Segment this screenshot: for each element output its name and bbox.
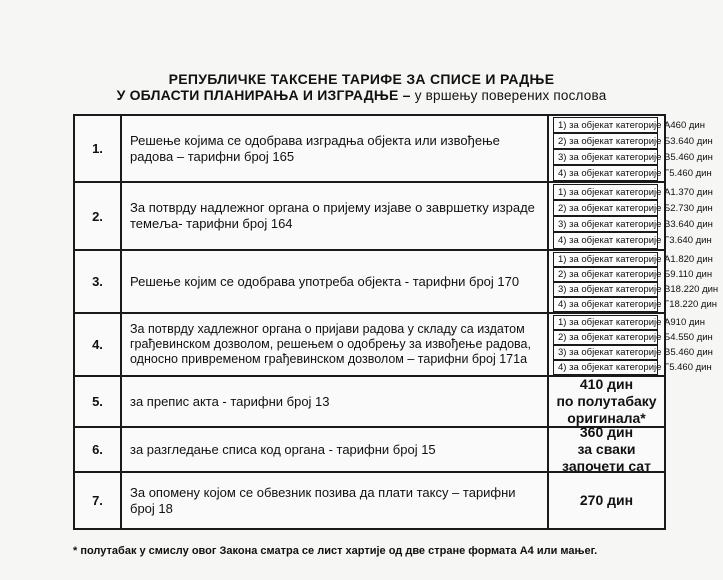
fee-note: оригинала* <box>567 410 646 426</box>
fee-item <box>553 184 713 200</box>
row-number: 1. <box>75 116 122 181</box>
fee-item <box>553 200 713 216</box>
row-number: 6. <box>75 428 122 471</box>
fee-item <box>553 216 713 232</box>
fee-item <box>553 149 713 165</box>
fee-amount: 360 дин <box>579 424 634 440</box>
row-number: 5. <box>75 377 122 426</box>
fee-amount: 18.220 дин <box>669 299 717 310</box>
title-line-2-sub: у вршењу поверених послова <box>414 88 607 103</box>
fee-amount: 270 дин <box>579 492 634 508</box>
fee-note: за сваки започети сат <box>562 441 651 474</box>
fee-amount: 5.460 дин <box>669 167 712 179</box>
row-description <box>122 314 549 375</box>
table-row <box>75 314 713 377</box>
fee-amount: 9.110 дин <box>670 269 713 280</box>
row-description-text: за разгледање списа код органа - тарифни број 15 <box>130 441 436 457</box>
table-row <box>75 251 719 314</box>
fee-summary <box>549 424 664 474</box>
fee-list <box>549 251 719 312</box>
fee-amount: 4.550 дин <box>670 332 713 343</box>
table-row <box>75 424 664 474</box>
fee-label: 2) за објекат категорије Б <box>558 202 671 214</box>
fee-cell <box>549 473 664 528</box>
fee-amount: 1.820 дин <box>670 254 713 265</box>
fee-item <box>553 267 713 282</box>
fee-amount: 3.640 дин <box>669 235 712 246</box>
fee-item <box>553 297 717 312</box>
fee-label: 1) за објекат категорије А <box>558 317 671 328</box>
fee-list <box>549 183 713 249</box>
fee-summary <box>549 377 664 426</box>
row-number: 7. <box>75 473 122 528</box>
fee-summary <box>549 473 664 528</box>
fee-label: 3) за објекат категорије В <box>558 218 671 230</box>
fee-amount: 3.640 дин <box>670 135 713 147</box>
fee-label: 2) за објекат категорије Б <box>558 332 671 343</box>
fee-amount: 3.640 дин <box>670 218 713 230</box>
row-number: 2. <box>75 183 122 249</box>
fee-amount: 18.220 дин <box>670 284 719 295</box>
table-row <box>75 116 713 183</box>
fee-amount: 5.460 дин <box>670 347 713 358</box>
row-description <box>122 116 549 181</box>
fee-item <box>553 117 705 133</box>
table-row <box>75 473 664 528</box>
row-description-text: За потврду хадлежног органа о пријави радова у складу са издатом грађевинском дозволом, решењем о одобрењу за извођење радова, односно привременом грађевинском дозволом – тарифни број 171а <box>130 322 531 366</box>
row-description <box>122 377 549 426</box>
fee-label: 3) за објекат категорије В <box>558 151 671 163</box>
fee-label: 1) за објекат категорије А <box>558 186 671 198</box>
row-description-text: Решење којим се одобрава употреба објекта - тарифни број 170 <box>130 273 520 289</box>
fee-item <box>553 345 713 360</box>
fee-list <box>549 116 713 181</box>
fee-item <box>553 232 712 249</box>
fee-note: по полутабаку <box>556 393 657 409</box>
tariff-table <box>73 114 719 530</box>
fee-label: 4) за објекат категорије Г <box>558 299 670 310</box>
fee-cell <box>549 424 664 474</box>
footnote: * полутабак у смислу овог Закона сматра се лист хартије од две стране формата А4 или мањег. <box>73 545 598 557</box>
fee-amount: 410 дин <box>579 376 634 392</box>
fee-amount: 2.730 дин <box>670 202 713 214</box>
title-line-2 <box>0 87 723 103</box>
row-description-text: за препис акта - тарифни број 13 <box>130 393 330 409</box>
row-description <box>122 428 549 471</box>
fee-amount: 1.370 дин <box>670 186 713 198</box>
table-row <box>75 377 664 428</box>
fee-amount: 5.460 дин <box>669 362 712 373</box>
fee-label: 2) за објекат категорије Б <box>558 135 671 147</box>
fee-amount: 910 дин <box>670 317 705 328</box>
title-line-1: РЕПУБЛИЧКЕ ТАКСЕНЕ ТАРИФЕ ЗА СПИСЕ И РАДЊЕ <box>168 71 555 87</box>
row-description-text: За опомену којом се обвезник позива да плати таксу – тарифни број 18 <box>130 484 516 516</box>
fee-label: 4) за објекат категорије Г <box>558 167 670 179</box>
fee-item <box>553 360 712 375</box>
row-description <box>122 251 549 312</box>
row-number: 4. <box>75 314 122 375</box>
fee-label: 1) за објекат категорије А <box>558 254 671 265</box>
fee-cell <box>549 377 664 426</box>
row-description-text: За потврду надлежног органа о пријему изјаве о завршетку израде темеља- тарифни број 164 <box>130 200 535 231</box>
fee-label: 1) за објекат категорије А <box>558 119 671 131</box>
fee-label: 4) за објекат категорије Г <box>558 362 670 373</box>
fee-item <box>553 252 713 267</box>
fee-label: 4) за објекат категорије Г <box>558 235 670 246</box>
fee-label: 2) за објекат категорије Б <box>558 269 671 280</box>
row-description <box>122 183 549 249</box>
row-number: 3. <box>75 251 122 312</box>
row-description-text: Решење којима се одобрава изградња објекта или извођење радова – тарифни број 165 <box>130 132 500 164</box>
fee-list <box>549 314 713 375</box>
row-description <box>122 473 549 528</box>
fee-item <box>553 133 713 149</box>
fee-item <box>553 330 713 345</box>
fee-amount: 460 дин <box>670 119 705 131</box>
fee-item <box>553 315 705 330</box>
fee-label: 3) за објекат категорије В <box>558 347 671 358</box>
fee-label: 3) за објекат категорије В <box>558 284 671 295</box>
table-row <box>75 183 713 251</box>
title-line-2-main: У ОБЛАСТИ ПЛАНИРАЊА И ИЗГРАДЊЕ – <box>116 87 411 103</box>
fee-amount: 5.460 дин <box>670 151 713 163</box>
fee-item <box>553 282 719 297</box>
fee-item <box>553 165 712 181</box>
